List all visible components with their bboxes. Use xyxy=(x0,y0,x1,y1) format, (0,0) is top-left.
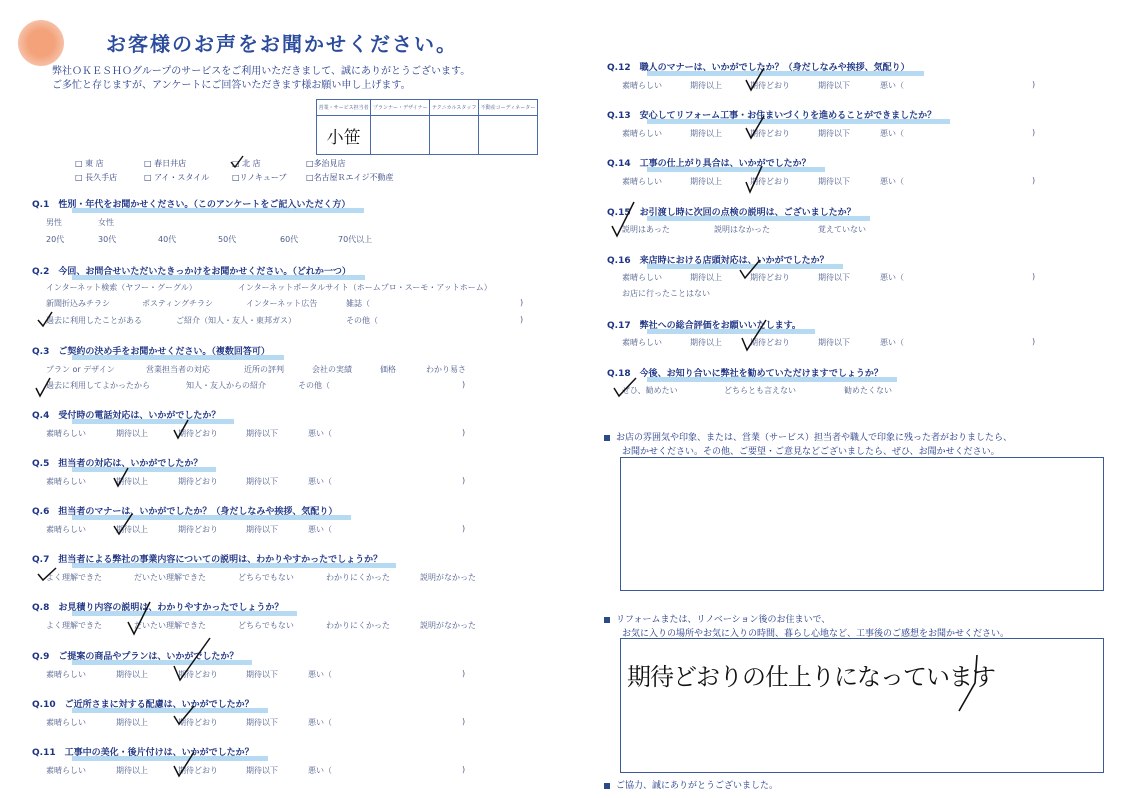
option[interactable]: 期待以上 xyxy=(690,81,722,90)
option[interactable]: 期待どおり xyxy=(178,477,218,486)
check-mark-icon xyxy=(172,418,190,440)
check-mark-icon xyxy=(172,704,196,726)
check-mark-icon xyxy=(738,258,762,280)
check-mark-icon xyxy=(744,66,766,92)
comment1-textarea[interactable] xyxy=(620,457,1104,591)
option[interactable]: 悪い（ xyxy=(880,273,904,282)
check-mark-icon xyxy=(112,466,130,488)
option[interactable]: 素晴らしい xyxy=(46,525,86,534)
check-mark-icon xyxy=(126,600,152,636)
option[interactable]: 期待以上 xyxy=(116,525,148,534)
store-checkbox[interactable]: □多治見店 xyxy=(306,159,346,168)
question-q12: Q.12 職人のマナーは、いかがでしたか？（身だしなみや挨拶、気配り） xyxy=(607,60,910,73)
option[interactable]: 過去に利用してよかったから xyxy=(46,381,150,390)
option[interactable]: 価格 xyxy=(380,365,396,374)
option[interactable]: 期待以下 xyxy=(246,670,278,679)
option[interactable]: 期待どおり xyxy=(178,429,218,438)
handwriting-stroke xyxy=(955,653,995,715)
question-q18: Q.18 今後、お知り合いに弊社を勧めていただけますでしょうか？ xyxy=(607,366,883,379)
option[interactable]: わかりにくかった xyxy=(326,573,390,582)
option[interactable]: 悪い（ xyxy=(308,718,332,727)
option[interactable]: 男性 xyxy=(46,218,62,227)
option[interactable]: 期待どおり xyxy=(178,766,218,775)
check-mark-icon xyxy=(36,566,58,582)
bullet-square-icon xyxy=(604,783,610,789)
option[interactable]: 雑誌（ xyxy=(346,299,370,308)
question-q4: Q.4 受付時の電話対応は、いかがでしたか？ xyxy=(32,408,220,421)
option[interactable]: 悪い（ xyxy=(308,525,332,534)
option[interactable]: 悪い（ xyxy=(880,129,904,138)
store-checkbox[interactable]: □名古屋Ｒエイジ不動産 xyxy=(306,173,394,182)
option[interactable]: 会社の実績 xyxy=(312,365,352,374)
option-close: ) xyxy=(1032,128,1036,137)
check-mark-icon xyxy=(34,376,52,398)
question-q6: Q.6 担当者のマナーは、いかがでしたか？（身だしなみや挨拶、気配り） xyxy=(32,504,337,517)
option[interactable]: 素晴らしい xyxy=(46,477,86,486)
option[interactable]: インターネット広告 xyxy=(246,299,318,308)
question-q3: Q.3 ご契約の決め手をお聞かせください。（複数回答可） xyxy=(32,344,270,357)
store-checkbox[interactable]: □ 北 店 xyxy=(232,159,261,168)
store-checkbox[interactable]: □ 東 店 xyxy=(75,159,104,168)
option[interactable]: 説明がなかった xyxy=(420,573,476,582)
comment2-handwritten: 期待どおりの仕上りになっています xyxy=(627,663,995,691)
option[interactable]: 期待以上 xyxy=(116,718,148,727)
option[interactable]: 悪い（ xyxy=(308,766,332,775)
comment2-prompt-line2: お気に入りの場所やお気に入りの時間、暮らし心地など、工事後のご感想をお聞かせください。 xyxy=(622,629,1010,639)
bullet-square-icon xyxy=(604,617,610,623)
question-q16: Q.16 来店時における店頭対応は、いかがでしたか？ xyxy=(607,253,829,266)
option[interactable]: 期待以下 xyxy=(818,129,850,138)
option[interactable]: 悪い（ xyxy=(308,670,332,679)
store-checkbox[interactable]: □ 春日井店 xyxy=(144,159,187,168)
check-mark-icon xyxy=(112,512,134,536)
staff-cell[interactable] xyxy=(478,116,537,155)
option[interactable]: ご紹介（知人・友人・東邦ガス） xyxy=(176,316,296,325)
option[interactable]: 期待以下 xyxy=(246,525,278,534)
option-close: ) xyxy=(1032,337,1036,346)
option[interactable]: 期待以上 xyxy=(690,273,722,282)
option[interactable]: 期待以下 xyxy=(246,766,278,775)
option[interactable]: 期待どおり xyxy=(750,129,790,138)
option[interactable]: 期待以下 xyxy=(818,177,850,186)
option[interactable]: プラン or デザイン xyxy=(46,365,115,374)
option[interactable]: 期待どおり xyxy=(750,81,790,90)
option[interactable]: 期待以下 xyxy=(246,429,278,438)
option[interactable]: 50代 xyxy=(218,235,237,244)
question-q5: Q.5 担当者の対応は、いかがでしたか？ xyxy=(32,456,202,469)
question-q8: Q.8 お見積り内容の説明は、わかりやすかったでしょうか？ xyxy=(32,600,283,613)
option[interactable]: 20代 xyxy=(46,235,65,244)
option[interactable]: 説明はあった xyxy=(622,225,670,234)
option[interactable]: 勧めたくない xyxy=(844,386,892,395)
option[interactable]: 期待以下 xyxy=(818,81,850,90)
comment1-prompt-line2: お聞かせください。その他、ご要望・ご意見などございましたら、ぜひ、お聞かせください。 xyxy=(622,447,1000,457)
option[interactable]: 覚えていない xyxy=(818,225,866,234)
question-q2: Q.2 今回、お問合せいただいたきっかけをお聞かせください。（どれか一つ） xyxy=(32,264,351,277)
staff-name-handwritten[interactable]: 小笹 xyxy=(317,116,371,155)
option[interactable]: 素晴らしい xyxy=(622,129,662,138)
option-close: ) xyxy=(462,717,466,726)
bullet-square-icon xyxy=(604,435,610,441)
option[interactable]: 期待どおり xyxy=(750,338,790,347)
option[interactable]: 期待どおり xyxy=(750,177,790,186)
question-q7: Q.7 担当者による弊社の事業内容についての説明は、わかりやすかったでしょうか？ xyxy=(32,552,382,565)
option[interactable]: よく理解できた xyxy=(46,573,102,582)
option[interactable]: 新聞折込みチラシ xyxy=(46,299,110,308)
option[interactable]: 期待以上 xyxy=(116,766,148,775)
option[interactable]: その他（ xyxy=(298,381,330,390)
staff-cell[interactable] xyxy=(371,116,430,155)
option-close: ) xyxy=(462,524,466,533)
option-close: ) xyxy=(520,298,524,307)
page-title: お客様のお声をお聞かせください。 xyxy=(106,32,458,56)
option[interactable]: 期待以上 xyxy=(116,429,148,438)
staff-header: 不動産コーディネーター xyxy=(478,100,537,116)
option-close: ) xyxy=(462,476,466,485)
option[interactable]: 素晴らしい xyxy=(46,429,86,438)
option[interactable]: 悪い（ xyxy=(880,338,904,347)
option[interactable]: 説明がなかった xyxy=(420,621,476,630)
option[interactable]: 期待以上 xyxy=(690,177,722,186)
company-stamp xyxy=(18,20,64,66)
question-q14: Q.14 工事の仕上がり具合は、いかがでしたか？ xyxy=(607,156,811,169)
question-q17: Q.17 弊社への総合評価をお願いいたします。 xyxy=(607,318,801,331)
staff-header: テクニカルスタッフ xyxy=(430,100,478,116)
option[interactable]: 素晴らしい xyxy=(622,273,662,282)
question-q15: Q.15 お引渡し時に次回の点検の説明は、ございましたか？ xyxy=(607,205,856,218)
question-q1: Q.1 性別・年代をお聞かせください。（このアンケートをご記入いただく方） xyxy=(32,197,350,210)
check-mark-icon xyxy=(744,164,764,194)
option[interactable]: 期待以下 xyxy=(818,338,850,347)
check-mark-icon xyxy=(740,318,768,352)
question-q11: Q.11 工事中の美化・後片付けは、いかがでしたか？ xyxy=(32,745,254,758)
option[interactable]: 説明はなかった xyxy=(714,225,770,234)
option[interactable]: だいたい理解できた xyxy=(134,573,206,582)
option-close: ) xyxy=(462,380,466,389)
option[interactable]: 素晴らしい xyxy=(46,718,86,727)
option[interactable]: どちらでもない xyxy=(238,621,294,630)
option[interactable]: ポスティングチラシ xyxy=(142,299,214,308)
check-mark-icon xyxy=(612,376,638,398)
comment2-prompt: リフォームまたは、リノベーション後のお住まいで、 xyxy=(604,612,830,625)
option[interactable]: だいたい理解できた xyxy=(134,621,206,630)
option[interactable]: ぜひ、勧めたい xyxy=(622,386,678,395)
option[interactable]: 悪い（ xyxy=(308,477,332,486)
option-close: ) xyxy=(1032,80,1036,89)
option[interactable]: 60代 xyxy=(280,235,299,244)
check-mark-icon xyxy=(744,114,766,140)
intro-line-1: 弊社ＯＫＥＳＨＯグループのサービスをご利用いただきまして、誠にありがとうございます。 xyxy=(52,66,471,77)
question-q9: Q.9 ご提案の商品やプランは、いかがでしたか？ xyxy=(32,649,238,662)
option[interactable]: 期待どおり xyxy=(750,273,790,282)
option[interactable]: お店に行ったことはない xyxy=(622,289,710,298)
option[interactable]: 素晴らしい xyxy=(622,81,662,90)
option-close: ) xyxy=(462,669,466,678)
option-close: ) xyxy=(1032,176,1036,185)
option-close: ) xyxy=(1032,272,1036,281)
option[interactable]: 知人・友人からの紹介 xyxy=(186,381,266,390)
option[interactable]: よく理解できた xyxy=(46,621,102,630)
question-q13: Q.13 安心してリフォーム工事・お住まいづくりを進めることができましたか？ xyxy=(607,108,936,121)
option[interactable]: 期待以上 xyxy=(690,129,722,138)
option[interactable]: 70代以上 xyxy=(338,235,373,244)
option[interactable]: 期待以下 xyxy=(246,477,278,486)
option-close: ) xyxy=(462,765,466,774)
check-mark-icon xyxy=(610,200,636,238)
option-close: ) xyxy=(462,428,466,437)
option-close: ) xyxy=(520,315,524,324)
option[interactable]: インターネット検索（ヤフー・グーグル） xyxy=(46,283,197,292)
option[interactable]: 近所の評判 xyxy=(244,365,284,374)
store-checkbox[interactable]: □リノキューブ xyxy=(232,173,287,182)
option[interactable]: インターネットポータルサイト（ホームプロ・スーモ・アットホーム） xyxy=(238,283,492,292)
option[interactable]: 悪い（ xyxy=(308,429,332,438)
option[interactable]: 期待以上 xyxy=(116,670,148,679)
option[interactable]: 期待どおり xyxy=(178,718,218,727)
check-mark-icon xyxy=(229,154,245,170)
option[interactable]: 期待以下 xyxy=(246,718,278,727)
staff-header: プランナー・デザイナー xyxy=(371,100,430,116)
option[interactable]: 30代 xyxy=(98,235,117,244)
question-q10: Q.10 ご近所さまに対する配慮は、いかがでしたか？ xyxy=(32,697,254,710)
check-mark-icon xyxy=(172,636,212,682)
option[interactable]: 素晴らしい xyxy=(46,670,86,679)
option[interactable]: 悪い（ xyxy=(880,81,904,90)
option[interactable]: 期待どおり xyxy=(178,670,218,679)
option[interactable]: その他（ xyxy=(346,316,378,325)
staff-cell[interactable] xyxy=(430,116,478,155)
option[interactable]: どちらでもない xyxy=(238,573,294,582)
option[interactable]: 過去に利用したことがある xyxy=(46,316,142,325)
option[interactable]: わかりにくかった xyxy=(326,621,390,630)
thanks-note: ご協力、誠にありがとうございました。 xyxy=(604,778,778,791)
option[interactable]: 期待以上 xyxy=(116,477,148,486)
option[interactable]: 素晴らしい xyxy=(622,177,662,186)
comment1-prompt: お店の雰囲気や印象、または、営業（サービス）担当者や職人で印象に残った者がおりましたら、 xyxy=(604,430,1012,443)
intro-line-2: ご多忙と存じますが、アンケートにご回答いただきます様お願い申し上げます。 xyxy=(52,80,411,91)
option[interactable]: 40代 xyxy=(158,235,177,244)
option[interactable]: 素晴らしい xyxy=(622,338,662,347)
option[interactable]: 期待どおり xyxy=(178,525,218,534)
option[interactable]: 営業担当者の対応 xyxy=(146,365,210,374)
store-checkbox[interactable]: □ 長久手店 xyxy=(75,173,118,182)
option[interactable]: 期待以下 xyxy=(818,273,850,282)
option[interactable]: 期待以上 xyxy=(690,338,722,347)
store-checkbox[interactable]: □ アイ・スタイル xyxy=(144,173,210,182)
check-mark-icon xyxy=(36,310,54,328)
staff-table xyxy=(316,99,538,155)
option[interactable]: どちらとも言えない xyxy=(724,386,796,395)
option[interactable]: 素晴らしい xyxy=(46,766,86,775)
option[interactable]: 悪い（ xyxy=(880,177,904,186)
comment2-textarea[interactable] xyxy=(620,638,1104,773)
staff-header: 営業・サービス担当者 xyxy=(317,100,371,116)
option[interactable]: 女性 xyxy=(98,218,114,227)
check-mark-icon xyxy=(172,750,196,778)
option[interactable]: わかり易さ xyxy=(426,365,466,374)
